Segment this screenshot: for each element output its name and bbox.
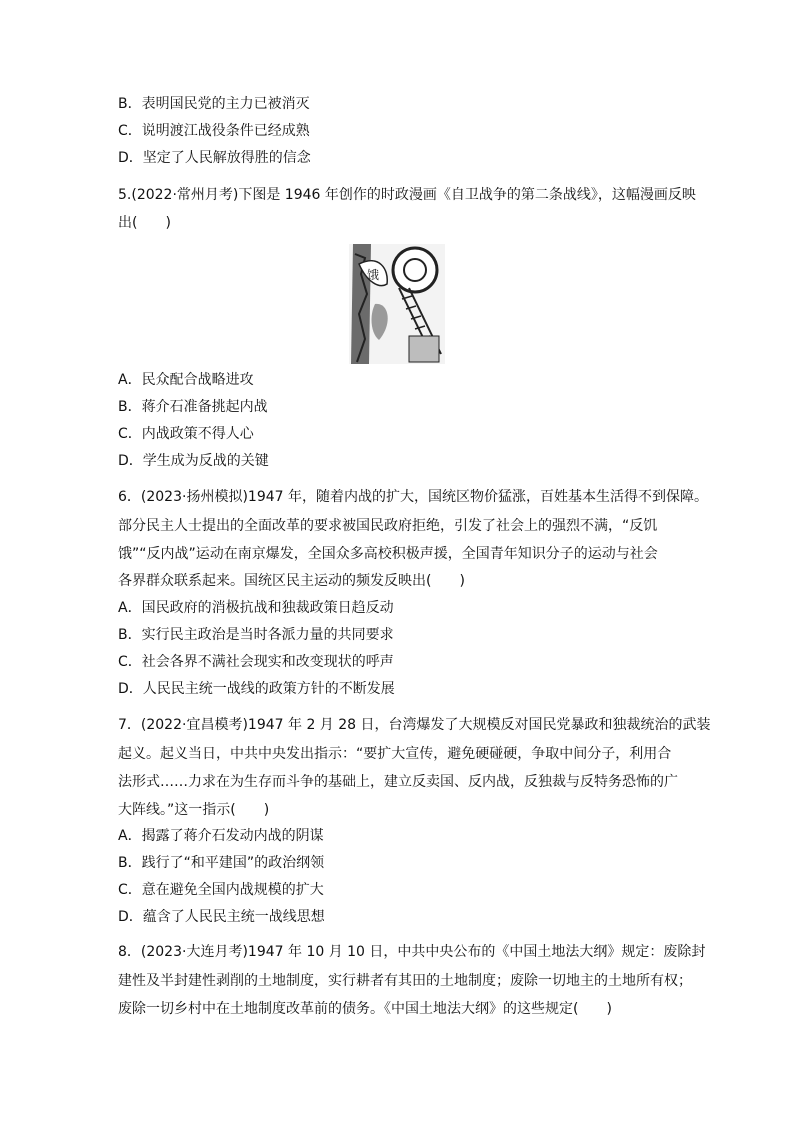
option-6b: B．实行民主政治是当时各派力量的共同要求 [118,627,394,643]
question-6-line-4: 各界群众联系起来。国统区民主运动的频发反映出( ) [118,573,465,589]
option-4d: D．坚定了人民解放得胜的信念 [118,150,311,166]
option-6d: D．人民民主统一战线的政策方针的不断发展 [118,681,395,697]
question-8-line-2: 建性及半封建性剥削的土地制度，实行耕者有其田的土地制度；废除一切地主的土地所有权； [118,973,692,989]
question-8-line-3: 废除一切乡村中在土地制度改革前的债务。《中国土地法大纲》的这些规定( ) [118,1001,612,1017]
question-7-line-4: 大阵线。”这一指示( ) [118,802,270,818]
question-6-line-3: 饿”“反内战”运动在南京爆发，全国众多高校积极声援，全国青年知识分子的运动与社会 [118,546,658,562]
question-8-line-1: 8．(2023·大连月考)1947 年 10 月 10 日，中共中央公布的《中国土地法大纲》规定：废除封 [118,944,706,960]
option-5a: A．民众配合战略进攻 [118,372,254,388]
option-5d: D．学生成为反战的关键 [118,453,269,469]
option-7d: D．蕴含了人民民主统一战线思想 [118,909,325,925]
option-4b: B．表明国民党的主力已被消灭 [118,96,310,112]
question-7-line-2: 起义。起义当日，中共中央发出指示：“要扩大宣传，避免硬碰硬，争取中间分子，利用合 [118,746,672,762]
question-6-line-1: 6．(2023·扬州模拟)1947 年，随着内战的扩大，国统区物价猛涨，百姓基本生活得不到保障。 [118,489,708,505]
option-4c: C．说明渡江战役条件已经成熟 [118,123,310,139]
option-7a: A．揭露了蒋介石发动内战的阴谋 [118,828,324,844]
option-6c: C．社会各界不满社会现实和改变现状的呼声 [118,654,394,670]
question-5-line-1: 5.(2022·常州月考)下图是 1946 年创作的时政漫画《自卫战争的第二条战线》，这幅漫画反映 [118,187,696,203]
option-7b: B．践行了“和平建国”的政治纲领 [118,855,325,871]
option-7c: C．意在避免全国内战规模的扩大 [118,882,324,898]
question-7-line-3: 法形式……力求在为生存而斗争的基础上，建立反卖国、反内战，反独裁与反特务恐怖的广 [118,774,678,790]
political-cartoon-image [349,244,445,364]
option-5b: B．蒋介石准备挑起内战 [118,399,268,415]
option-5c: C．内战政策不得人心 [118,426,254,442]
question-5-line-2: 出( ) [118,215,171,231]
question-7-line-1: 7．(2022·宜昌模考)1947 年 2 月 28 日，台湾爆发了大规模反对国民党暴政和独裁统治的武装 [118,717,711,733]
question-6-line-2: 部分民主人士提出的全面改革的要求被国民政府拒绝，引发了社会上的强烈不满，“反饥 [118,518,658,534]
cartoon-hunger-label: 饿 [367,268,380,282]
option-6a: A．国民政府的消极抗战和独裁政策日趋反动 [118,600,394,616]
